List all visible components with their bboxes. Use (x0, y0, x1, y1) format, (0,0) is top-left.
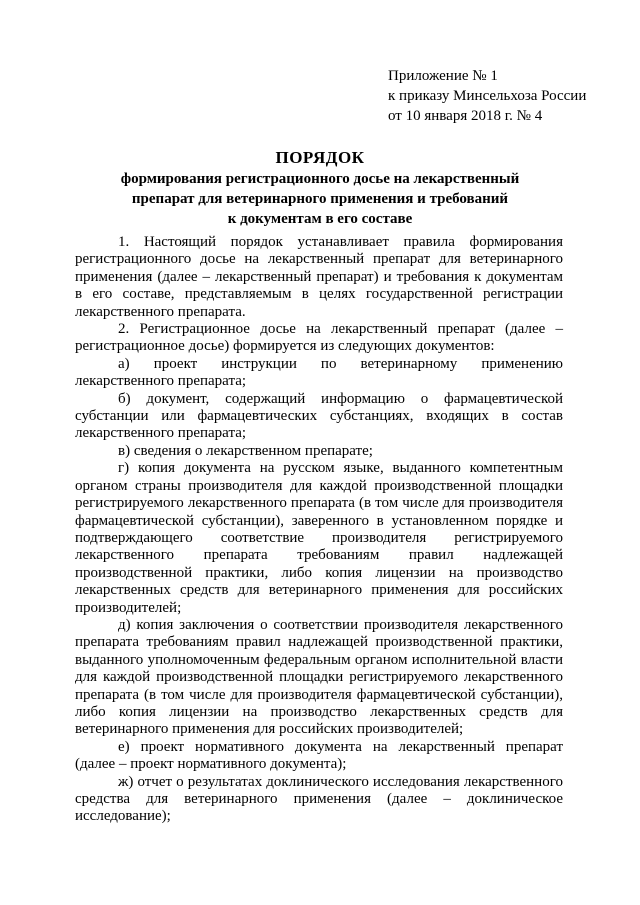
title-line-2: препарат для ветеринарного применения и требований (131, 191, 509, 207)
list-item-b: б) документ, содержащий информацию о фармацевтической субстанции или фармацевтических субстанциях, входящих в состав лекарственного препарата; (75, 390, 563, 442)
list-item-e: е) проект нормативного документа на лекарственный препарат (далее – проект нормативного документа); (75, 738, 563, 773)
annex-order-ref: к приказу Минсельхоза России (388, 88, 587, 104)
list-item-g: г) копия документа на русском языке, выданного компетентным органом страны производителя для каждой производственной площадки регистрируемого лекарственного препарата (в том числе для производителя фармацевтической субстанции), заверенного в установленном порядке и подтверждающего соответствие производителя регистрируемого лекарственного препарата требованиям правил надлежащей производственной практики, либо копия лицензии на производство лекарственных средств для ветеринарного применения для российских производителей; (75, 460, 563, 616)
paragraph-1: 1. Настоящий порядок устанавливает правила формирования регистрационного досье на лекарственный препарат для ветеринарного применения (далее – лекарственный препарат) и требования к документам в его составе, представляемым в целях государственной регистрации лекарственного препарата. (75, 234, 563, 320)
annex-number: Приложение № 1 (388, 68, 498, 84)
annex-block (388, 66, 586, 126)
title-line-1: формирования регистрационного досье на лекарственный (120, 171, 520, 187)
list-item-zh: ж) отчет о результатах доклинического исследования лекарственного средства для ветеринарного применения (далее – доклиническое исследование); (75, 773, 563, 825)
list-item-v: в) сведения о лекарственном препарате; (118, 442, 373, 459)
list-item-d: д) копия заключения о соответствии производителя лекарственного препарата требованиям правил надлежащей производственной практики, выданного уполномоченным федеральным органом исполнительной власти для каждой производственной площадки регистрируемого лекарственного препарата (в том числе для производителя фармацевтической субстанции), либо копия лицензии на производство лекарственных средств для ветеринарного применения для российских производителей; (75, 616, 563, 738)
title-line-3: к документам в его составе (227, 211, 413, 227)
annex-order-date: от 10 января 2018 г. № 4 (388, 108, 543, 124)
document-title (70, 147, 570, 229)
title-main: ПОРЯДОК (275, 148, 365, 167)
paragraph-2: 2. Регистрационное досье на лекарственный препарат (далее – регистрационное досье) формируется из следующих документов: (75, 321, 563, 355)
document-body (75, 234, 563, 826)
list-item-a: а) проект инструкции по ветеринарному применению лекарственного препарата; (75, 355, 563, 390)
